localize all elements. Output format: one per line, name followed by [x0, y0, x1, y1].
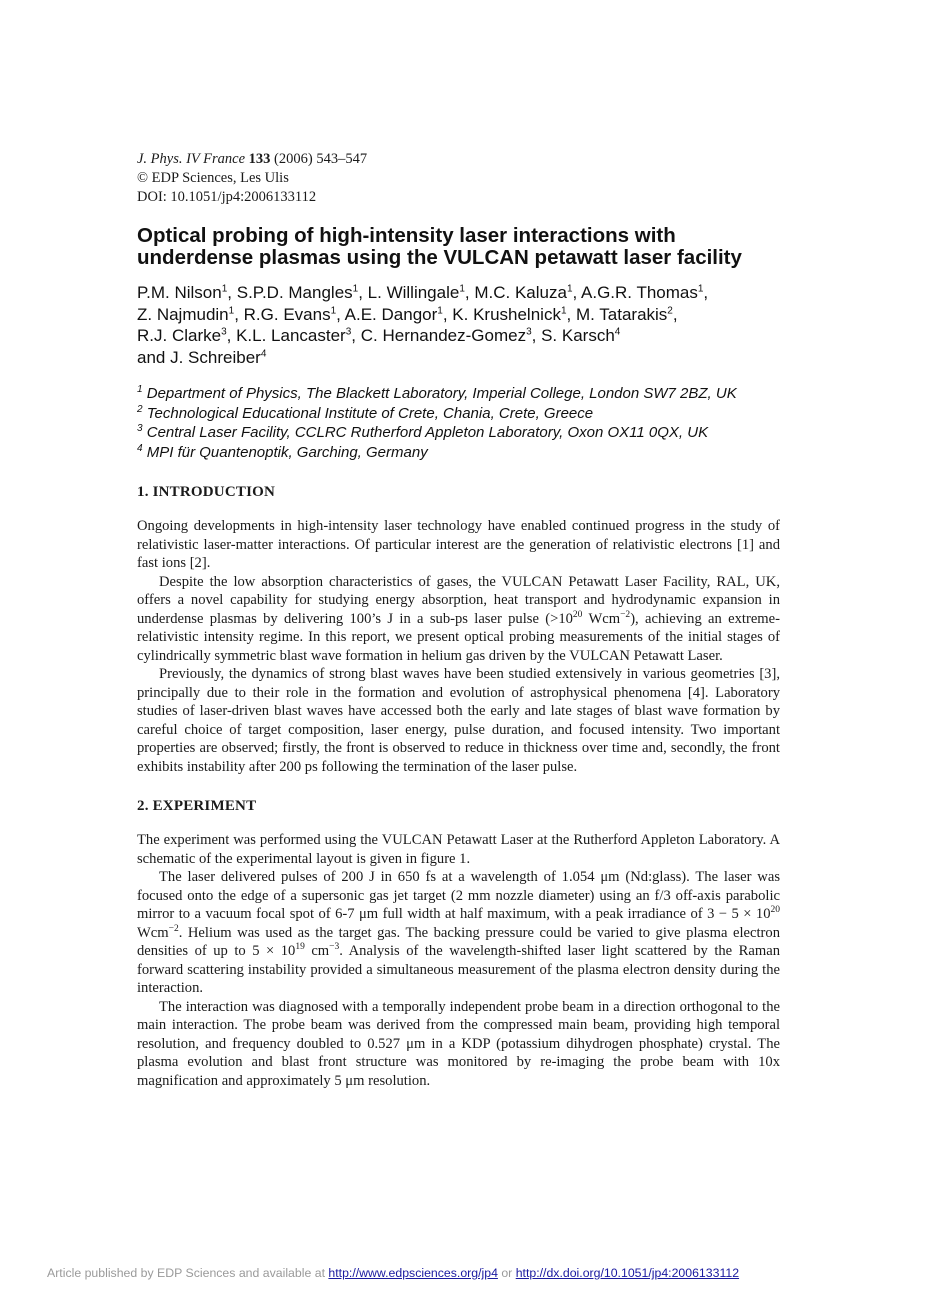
- author-name: K.L. Lancaster: [236, 326, 346, 345]
- author-name: C. Hernandez-Gomez: [360, 326, 527, 345]
- affiliation: [137, 384, 780, 404]
- author-name: A.E. Dangor: [344, 304, 438, 324]
- journal-name: J. Phys. IV France: [137, 151, 246, 167]
- author-affiliation-mark: 1: [697, 283, 704, 295]
- author-name: Z. Najmudin: [137, 304, 229, 324]
- affiliation-text: Central Laser Facility, CCLRC Rutherford Appleton Laboratory, Oxon OX11 0QX, UK: [146, 424, 709, 441]
- author-affiliation-mark: 2: [667, 304, 673, 316]
- author-and: and: [137, 347, 166, 367]
- author-name: M. Tatarakis: [575, 304, 668, 324]
- author-affiliation-mark: 3: [345, 326, 352, 338]
- author-line: R.J. Clarke$^3$, K.L. Lancaster$^3$, C. Hernandez-Gomez$^3$, S. Karsch$^4$: [137, 326, 621, 345]
- edp-link[interactable]: http://www.edpsciences.org/jp4: [328, 1266, 498, 1280]
- author-line: Z. Najmudin$^1$, R.G. Evans$^1$, A.E. Dangor$^1$, K. Krushelnick$^1$, M. Tatarakis$^2$,: [137, 304, 678, 324]
- author-affiliation-mark: 3: [221, 326, 227, 338]
- author-name: M.C. Kaluza: [474, 283, 567, 302]
- affiliation: [137, 423, 780, 443]
- affiliation-text: Technological Educational Institute of Crete, Chania, Crete, Greece: [146, 404, 594, 422]
- author-name: K. Krushelnick: [452, 304, 561, 324]
- author-name: R.J. Clarke: [137, 326, 222, 345]
- article-page: [137, 150, 780, 1090]
- author-affiliation-mark: 1: [566, 283, 573, 295]
- author-name: J. Schreiber: [170, 347, 261, 367]
- paragraph: The interaction was diagnosed with a temporally independent probe beam in a direction orthogonal to the main interaction. The probe beam was derived from the compressed main beam, providing high temporal resolution, and frequency doubled to 0.527 μm in a KDP (potassium dihydrogen phosphate) crystal. The plasma evolution and blast front structure was monitored by re-imaging the probe beam with 10x magnification and approximately 5 μm resolution.: [137, 998, 780, 1089]
- journal-year-pages: (2006) 543–547: [274, 151, 368, 167]
- citation-line: [137, 150, 780, 169]
- section-heading: 1. INTRODUCTION: [137, 484, 276, 500]
- author-name: L. Willingale: [367, 283, 460, 302]
- author-affiliation-mark: 1: [221, 283, 228, 295]
- page-footer: [47, 1266, 739, 1280]
- affiliation: [137, 443, 780, 463]
- footer-or: or: [501, 1266, 513, 1280]
- paper-title: [137, 225, 780, 269]
- journal-volume: 133: [248, 151, 271, 167]
- doi-line: DOI: 10.1051/jp4:2006133112: [137, 189, 317, 205]
- affiliation-number: 4: [137, 442, 143, 454]
- author-name: A.G.R. Thomas: [581, 283, 698, 302]
- author-affiliation-mark: 1: [228, 304, 235, 316]
- paragraph: Previously, the dynamics of strong blast waves have been studied extensively in various geometries [3], principally due to their role in the formation and evolution of astrophysical phenomena [4]. Laboratory studies of laser-driven blast waves have accessed both the early and late stages of blast wave formation by careful choice of target composition, laser energy, pulse duration, and focused intensity. Two important properties are observed; firstly, the front is observed to reduce in thickness over time and, secondly, the front exhibits instability after 200 ps following the termination of the laser pulse.: [137, 666, 780, 775]
- affiliation-list: [137, 384, 780, 462]
- title-line-1: Optical probing of high-intensity laser interactions with: [137, 224, 676, 247]
- author-affiliation-mark: 1: [437, 304, 443, 316]
- author-line: P.M. Nilson$^1$, S.P.D. Mangles$^1$, L. Willingale$^1$, M.C. Kaluza$^1$, A.G.R. Thomas$^1$,: [137, 283, 709, 302]
- affiliation-number: 2: [137, 403, 143, 415]
- doi-link[interactable]: http://dx.doi.org/10.1051/jp4:2006133112: [515, 1266, 740, 1280]
- author-name: S. Karsch: [541, 326, 615, 345]
- author-name: R.G. Evans: [243, 304, 331, 324]
- paragraph: The experiment was performed using the VULCAN Petawatt Laser at the Rutherford Appleton Laboratory. A schematic of the experimental layout is given in figure 1.: [137, 832, 780, 867]
- paragraph: The laser delivered pulses of 200 J in 650 fs at a wavelength of 1.054 μm (Nd:glass). The laser was focused onto the edge of a supersonic gas jet target (2 mm nozzle diameter) using an f/3 off-axis parabolic mirror to a vacuum focal spot of 6-7 μm full width at half maximum, with a peak irradiance of $3 - 5 \times 10^{20}$ Wcm$^{-2}$. Helium was used as the target gas. The backing pressure could be varied to give plasma electron densities of up to $5 \times 10^{19}$ $cm^{-3}$. Analysis of the wavelength-shifted laser light scattered by the Raman forward scattering instability provided a simultaneous measurement of the plasma electron density during the interaction.: [137, 869, 780, 996]
- affiliation: [137, 404, 780, 424]
- author-affiliation-mark: 1: [352, 283, 359, 295]
- paragraph: Despite the low absorption characteristics of gases, the VULCAN Petawatt Laser Facility, RAL, UK, offers a novel capability for studying energy absorption, heat transport and hydrodynamic expansion in underdense plasmas by delivering 100’s J in a sub-ps laser pulse ($>10^{20}$ Wcm$^{-2}$), achieving an extreme-relativistic intensity regime. In this report, we present optical probing measurements of the initial stages of cylindrically symmetric blast wave formation in helium gas driven by the VULCAN Petawatt Laser.: [137, 573, 780, 664]
- section-heading: 2. EXPERIMENT: [137, 798, 257, 814]
- affiliation-text: Department of Physics, The Blackett Laboratory, Imperial College, London SW7 2BZ, UK: [146, 385, 737, 402]
- footer-text: Article published by EDP Sciences and available at: [47, 1266, 325, 1280]
- title-line-2: underdense plasmas using the VULCAN petawatt laser facility: [137, 246, 742, 269]
- affiliation-text: MPI für Quantenoptik, Garching, Germany: [146, 443, 428, 461]
- paragraph: Ongoing developments in high-intensity laser technology have enabled continued progress in the study of relativistic laser-matter interactions. Of particular interest are the generation of relativistic electrons [1] and fast ions [2].: [137, 518, 780, 571]
- affiliation-number: 1: [137, 384, 143, 395]
- author-line: [137, 347, 780, 369]
- author-affiliation-mark: 1: [459, 283, 465, 295]
- journal-header: [137, 150, 780, 207]
- author-affiliation-mark: 1: [560, 304, 567, 316]
- author-affiliation-mark: 1: [330, 304, 337, 316]
- author-list: [137, 282, 780, 368]
- affiliation-number: 3: [137, 423, 143, 434]
- author-affiliation-mark: 4: [260, 347, 267, 359]
- author-name: P.M. Nilson: [137, 283, 222, 302]
- author-name: S.P.D. Mangles: [236, 283, 353, 302]
- author-affiliation-mark: 4: [614, 326, 621, 338]
- body-text: [137, 484, 780, 1090]
- author-affiliation-mark: 3: [526, 326, 532, 338]
- publisher-line: © EDP Sciences, Les Ulis: [137, 170, 289, 186]
